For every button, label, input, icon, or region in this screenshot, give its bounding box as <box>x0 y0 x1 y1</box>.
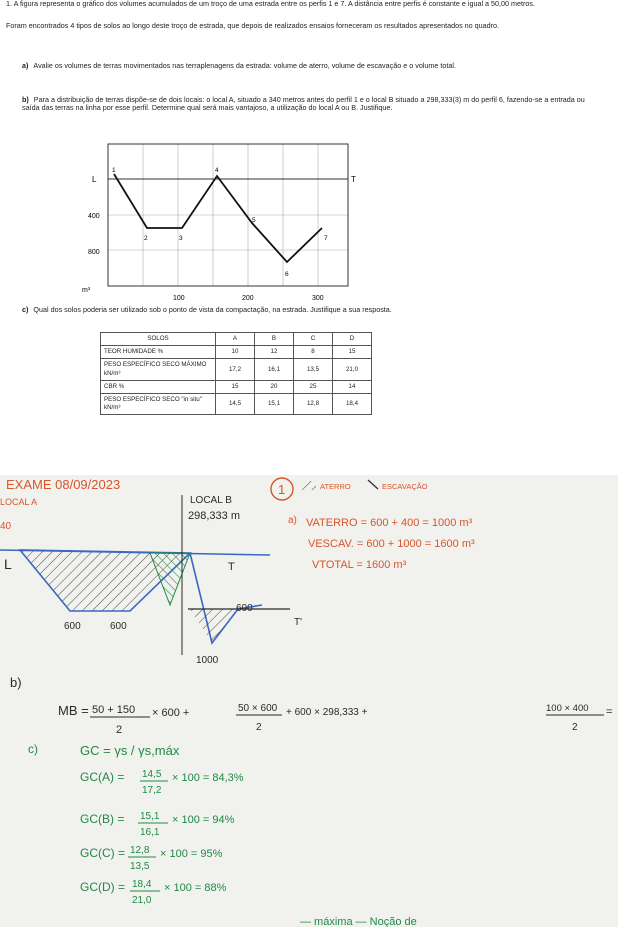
table-cell: 15 <box>216 380 255 393</box>
profile-4: 4 <box>215 167 219 174</box>
table-row <box>101 359 372 380</box>
gc-b-den: 16,1 <box>140 827 160 838</box>
local-b-label: LOCAL B <box>190 495 232 506</box>
volume-curve <box>114 174 322 262</box>
table-row <box>101 346 372 359</box>
mb-term4-den: 2 <box>572 722 578 733</box>
mb-term2-den: 2 <box>256 722 262 733</box>
handwritten-answer <box>0 475 618 927</box>
table-row <box>101 380 372 393</box>
mb-term3: + 600 × 298,333 + <box>286 707 368 718</box>
table-cell: 17,2 <box>216 359 255 380</box>
legend-escavacao: ESCAVAÇÃO <box>382 482 428 491</box>
page-separator <box>0 452 618 475</box>
table-cell: TEOR HUMIDADE % <box>101 346 216 359</box>
table-cell: 15,1 <box>255 394 294 415</box>
table-cell: 16,1 <box>255 359 294 380</box>
table-cell: 12,8 <box>294 394 333 415</box>
x-label-300: 300 <box>312 295 324 302</box>
question-b-label: b) <box>22 95 29 104</box>
profile-6: 6 <box>285 271 289 278</box>
gc-d-num: 18,4 <box>132 879 152 890</box>
question-c-text: Qual dos solos poderia ser utilizado sob o ponto de vista da compactação, na estrada. Justifique a sua resposta. <box>33 305 392 314</box>
gc-d-lhs: GC(D) = <box>80 880 125 894</box>
mb-lhs: MB = <box>58 703 89 718</box>
sketch-t-prime-label: T' <box>294 617 303 628</box>
question-a-label: a) <box>22 61 29 70</box>
gc-row-b <box>80 811 235 838</box>
gc-c-rhs: × 100 = 95% <box>160 848 223 860</box>
sketch-diagram <box>0 495 290 655</box>
table-cell: 18,4 <box>333 394 372 415</box>
mb-term1-den: 2 <box>116 724 123 736</box>
legend-aterro-swatch <box>302 481 316 490</box>
left-number: 40 <box>0 521 12 532</box>
answer-b-label: b) <box>10 675 22 690</box>
table-cell: CBR % <box>101 380 216 393</box>
table-cell: 8 <box>294 346 333 359</box>
handwritten-svg <box>0 475 618 927</box>
question-title: 1. A figura representa o gráfico dos volumes acumulados de um troço de uma estrada entre os perfis 1 e 7. A distância entre perfis é constante e igual a 50,00 metros. <box>6 0 535 8</box>
bottom-note: — máxima — Noção de <box>300 916 417 927</box>
question-c <box>22 306 582 314</box>
table-cell: PESO ESPECÍFICO SECO MÁXIMO kN/m³ <box>101 359 216 380</box>
profile-2: 2 <box>144 235 148 242</box>
profile-3: 3 <box>179 235 183 242</box>
table-header: C <box>294 333 333 346</box>
gc-b-lhs: GC(B) = <box>80 812 125 826</box>
answer-a-total: VTOTAL = 1600 m³ <box>312 559 407 571</box>
gc-d-rhs: × 100 = 88% <box>164 882 227 894</box>
question-number: 1 <box>278 482 286 497</box>
gc-row-d <box>80 879 227 906</box>
table-cell: 14,5 <box>216 394 255 415</box>
profile-7: 7 <box>324 235 328 242</box>
table-header: A <box>216 333 255 346</box>
table-header: B <box>255 333 294 346</box>
printed-exam <box>0 0 618 452</box>
question-c-label: c) <box>22 305 29 314</box>
gc-d-den: 21,0 <box>132 895 152 906</box>
table-cell: 21,0 <box>333 359 372 380</box>
table-header: SOLOS <box>101 333 216 346</box>
sketch-t-label: T <box>228 561 235 573</box>
gc-a-rhs: × 100 = 84,3% <box>172 772 244 784</box>
answer-a-escavacao: VESCAV. = 600 + 1000 = 1600 m³ <box>308 538 475 550</box>
gc-b-num: 15,1 <box>140 811 160 822</box>
table-cell: 14 <box>333 380 372 393</box>
x-label-200: 200 <box>242 295 254 302</box>
mb-equals: = <box>606 706 613 718</box>
table-cell: PESO ESPECÍFICO SECO "in situ" kN/m³ <box>101 394 216 415</box>
gc-row-c <box>80 845 223 872</box>
table-cell: 25 <box>294 380 333 393</box>
sketch-value-1000: 1000 <box>196 655 219 666</box>
table-cell: 20 <box>255 380 294 393</box>
gc-a-lhs: GC(A) = <box>80 770 125 784</box>
soils-table <box>100 332 372 415</box>
local-a-label: LOCAL A <box>0 497 38 507</box>
y-label-400: 400 <box>88 213 100 220</box>
question-b-text: Para a distribuição de terras dispõe-se de dois locais: o local A, situado a 340 metros antes do perfil 1 e o local B situado a 298,333(3) m do perfil 6, fazendo-se a entrada ou saída das terras na linha por esse perfil. Determine qual será mais vantajoso, a utilização do local A ou B. Justifique. <box>22 95 585 113</box>
question-b <box>22 96 602 112</box>
profile-1: 1 <box>112 167 116 174</box>
answer-a-aterro: VATERRO = 600 + 400 = 1000 m³ <box>306 517 473 529</box>
mb-term1-num: 50 + 150 <box>92 704 136 716</box>
mb-term1-mul: × 600 + <box>152 707 190 719</box>
legend-escavacao-mark <box>368 480 378 489</box>
y-label-l: L <box>92 175 97 184</box>
gc-row-a <box>80 769 244 796</box>
gc-a-den: 17,2 <box>142 785 162 796</box>
gc-c-den: 13,5 <box>130 861 150 872</box>
sketch-value-600-a: 600 <box>64 621 81 632</box>
graph-grid <box>108 144 348 286</box>
table-cell: 15 <box>333 346 372 359</box>
mb-term4-num: 100 × 400 <box>546 703 589 714</box>
question-a <box>22 62 602 70</box>
table-header: D <box>333 333 372 346</box>
table-row <box>101 394 372 415</box>
sketch-value-600-b: 600 <box>110 621 127 632</box>
volume-graph <box>78 136 378 306</box>
mb-term2-num: 50 × 600 <box>238 703 278 714</box>
exam-header: EXAME 08/09/2023 <box>6 477 121 492</box>
table-cell: 13,5 <box>294 359 333 380</box>
question-a-text: Avalie os volumes de terras movimentados nas terraplenagens da estrada: volume de aterro, volume de escavação e o volume total. <box>33 61 456 70</box>
y-label-800: 800 <box>88 249 100 256</box>
y-label-m3: m³ <box>82 287 91 294</box>
left-l-label: L <box>4 556 12 572</box>
gc-formula: GC = γs / γs,máx <box>80 743 180 758</box>
question-intro: Foram encontrados 4 tipos de solos ao longo deste troço de estrada, que depois de realizados ensaios forneceram os resultados apresentados no quadro. <box>6 21 500 30</box>
legend-aterro: ATERRO <box>320 482 351 491</box>
x-label-100: 100 <box>173 295 185 302</box>
gc-b-rhs: × 100 = 94% <box>172 814 235 826</box>
gc-a-num: 14,5 <box>142 769 162 780</box>
table-cell: 12 <box>255 346 294 359</box>
table-cell: 10 <box>216 346 255 359</box>
local-b-distance: 298,333 m <box>188 510 240 522</box>
gc-c-lhs: GC(C) = <box>80 846 125 860</box>
answer-c-label: c) <box>28 742 38 756</box>
profile-5: 5 <box>252 217 256 224</box>
sketch-value-600-c: 600 <box>236 603 253 614</box>
t-label: T <box>351 175 356 184</box>
answer-a-label: a) <box>288 515 297 526</box>
table-header-row <box>101 333 372 346</box>
gc-c-num: 12,8 <box>130 845 150 856</box>
